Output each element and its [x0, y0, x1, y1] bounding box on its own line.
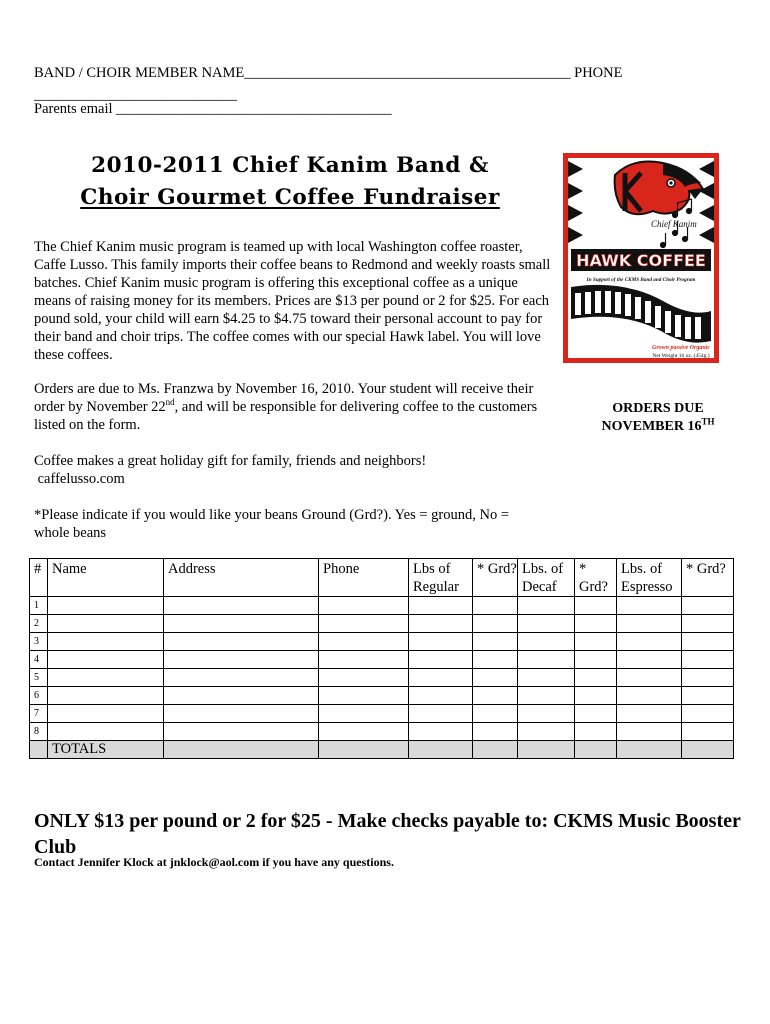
col-grd-espresso: * Grd? — [682, 559, 734, 597]
order-cell[interactable] — [48, 597, 164, 615]
col-phone: Phone — [319, 559, 409, 597]
order-cell[interactable] — [617, 633, 682, 651]
orders-due-callout — [566, 400, 750, 436]
totals-blank-cell — [164, 741, 319, 759]
hawk-coffee-label-art — [563, 153, 719, 363]
order-cell[interactable] — [518, 669, 575, 687]
row-number: 2 — [30, 615, 48, 633]
order-cell[interactable] — [473, 597, 518, 615]
order-cell[interactable] — [617, 651, 682, 669]
order-cell[interactable] — [319, 651, 409, 669]
order-cell[interactable] — [682, 669, 734, 687]
order-table — [29, 558, 734, 759]
hawk-coffee-label — [563, 153, 719, 363]
page-title — [20, 150, 560, 214]
contact-line: Contact Jennifer Klock at jnklock@aol.com if you have any questions. — [34, 855, 394, 869]
table-row — [30, 687, 734, 705]
order-cell[interactable] — [473, 651, 518, 669]
totals-cell[interactable] — [617, 741, 682, 759]
order-cell[interactable] — [319, 687, 409, 705]
order-cell[interactable] — [575, 705, 617, 723]
order-cell[interactable] — [409, 723, 473, 741]
label-brand-script: Chief Kanim — [651, 219, 697, 229]
order-cell[interactable] — [409, 615, 473, 633]
totals-cell[interactable] — [518, 741, 575, 759]
order-cell[interactable] — [575, 723, 617, 741]
order-cell[interactable] — [518, 687, 575, 705]
gift-line-1: Coffee makes a great holiday gift for family, friends and neighbors! — [34, 453, 427, 469]
orders-text-part1: Orders are due to Ms. Franzwa by November 16, 2010. Your student will receive their order by November 22 — [34, 381, 534, 415]
totals-cell[interactable] — [473, 741, 518, 759]
order-cell[interactable] — [164, 669, 319, 687]
col-grd-regular: * Grd? — [473, 559, 518, 597]
totals-blank-cell — [319, 741, 409, 759]
totals-row — [30, 741, 734, 759]
order-cell[interactable] — [48, 687, 164, 705]
col-lbs-regular: Lbs of Regular — [409, 559, 473, 597]
grind-note: *Please indicate if you would like your beans Ground (Grd?). Yes = ground, No = whole beans — [34, 507, 510, 541]
label-weight-text: Net Weight 16 oz. (454g.) — [652, 353, 710, 359]
orders-paragraph — [34, 380, 539, 434]
order-cell[interactable] — [518, 633, 575, 651]
row-number: 6 — [30, 687, 48, 705]
label-support-text: In Support of the CKMS Band and Choir Program — [586, 277, 696, 283]
parents-email-line[interactable]: Parents email ______________________________________ — [34, 101, 392, 117]
order-cell[interactable] — [319, 633, 409, 651]
intro-paragraph: The Chief Kanim music program is teamed up with local Washington coffee roaster, Caffe Lusso. This family imports their coffee beans to Redmond and weekly roasts small batches. Chief Kanim music program is offering this exceptional coffee as a unique means of raising money for its members. Prices are $13 per pound or 2 for $25. For each pound sold, your child will earn $4.25 to $4.75 toward their personal account to pay for their band and choir trips. The coffee comes with our special Hawk label. You will love these coffees. — [34, 239, 551, 363]
order-cell[interactable] — [575, 651, 617, 669]
table-row — [30, 651, 734, 669]
order-cell[interactable] — [409, 669, 473, 687]
order-cell[interactable] — [473, 705, 518, 723]
order-cell[interactable] — [319, 615, 409, 633]
gift-paragraph — [34, 452, 554, 488]
order-cell[interactable] — [617, 615, 682, 633]
order-cell[interactable] — [682, 597, 734, 615]
row-number: 1 — [30, 597, 48, 615]
order-cell[interactable] — [682, 633, 734, 651]
table-row — [30, 633, 734, 651]
col-name: Name — [48, 559, 164, 597]
col-address: Address — [164, 559, 319, 597]
order-cell[interactable] — [48, 633, 164, 651]
table-row — [30, 723, 734, 741]
order-cell[interactable] — [575, 633, 617, 651]
order-cell[interactable] — [48, 651, 164, 669]
table-row — [30, 615, 734, 633]
order-cell[interactable] — [518, 705, 575, 723]
phone-underline[interactable]: ____________________________ — [34, 87, 237, 103]
order-cell[interactable] — [473, 633, 518, 651]
order-cell[interactable] — [617, 705, 682, 723]
row-number: 8 — [30, 723, 48, 741]
table-row — [30, 669, 734, 687]
col-grd-decaf: * Grd? — [575, 559, 617, 597]
row-number: 7 — [30, 705, 48, 723]
order-cell[interactable] — [575, 615, 617, 633]
col-lbs-decaf: Lbs. of Decaf — [518, 559, 575, 597]
table-row — [30, 705, 734, 723]
table-header-row — [30, 559, 734, 597]
label-product-name: HAWK COFFEE — [576, 251, 706, 270]
orders-due-line-2: NOVEMBER 16TH — [601, 416, 715, 434]
totals-blank-cell — [30, 741, 48, 759]
orders-due-line-1: ORDERS DUE — [612, 401, 704, 416]
order-cell[interactable] — [682, 687, 734, 705]
order-cell[interactable] — [48, 723, 164, 741]
order-cell[interactable] — [682, 723, 734, 741]
order-cell[interactable] — [682, 705, 734, 723]
order-cell[interactable] — [682, 615, 734, 633]
order-cell[interactable] — [575, 669, 617, 687]
order-cell[interactable] — [617, 687, 682, 705]
col-number: # — [30, 559, 48, 597]
order-cell[interactable] — [409, 651, 473, 669]
order-cell[interactable] — [409, 705, 473, 723]
website-link[interactable]: caffelusso.com — [34, 471, 125, 487]
totals-cell[interactable] — [575, 741, 617, 759]
order-cell[interactable] — [409, 597, 473, 615]
order-cell[interactable] — [48, 705, 164, 723]
totals-cell[interactable] — [409, 741, 473, 759]
member-name-phone-line[interactable]: BAND / CHOIR MEMBER NAME_____________________________________________ PHONE — [34, 65, 623, 81]
order-cell[interactable] — [518, 597, 575, 615]
order-cell[interactable] — [575, 687, 617, 705]
order-cell[interactable] — [164, 597, 319, 615]
order-cell[interactable] — [518, 615, 575, 633]
order-cell[interactable] — [473, 687, 518, 705]
pricing-headline: ONLY $13 per pound or 2 for $25 - Make checks payable to: CKMS Music Booster Club — [34, 810, 741, 858]
totals-label: TOTALS — [48, 741, 164, 759]
order-cell[interactable] — [473, 723, 518, 741]
order-cell[interactable] — [617, 597, 682, 615]
order-cell[interactable] — [48, 615, 164, 633]
orders-text-part2: , and will be responsible for delivering coffee to the customers listed on the form. — [34, 399, 538, 433]
order-cell[interactable] — [682, 651, 734, 669]
order-cell[interactable] — [409, 687, 473, 705]
order-cell[interactable] — [164, 615, 319, 633]
orders-sup: nd — [165, 397, 175, 408]
order-cell[interactable] — [575, 597, 617, 615]
title-line-2: Choir Gourmet Coffee Fundraiser — [80, 185, 500, 210]
order-cell[interactable] — [164, 687, 319, 705]
order-cell[interactable] — [164, 705, 319, 723]
label-organic-text: Grown passive Organic — [651, 345, 711, 351]
order-cell[interactable] — [164, 651, 319, 669]
totals-cell[interactable] — [682, 741, 734, 759]
order-cell[interactable] — [164, 633, 319, 651]
order-cell[interactable] — [319, 705, 409, 723]
order-cell[interactable] — [473, 669, 518, 687]
order-cell[interactable] — [319, 597, 409, 615]
order-cell[interactable] — [617, 723, 682, 741]
order-cell[interactable] — [473, 615, 518, 633]
order-cell[interactable] — [319, 669, 409, 687]
order-cell[interactable] — [409, 633, 473, 651]
col-lbs-espresso: Lbs. of Espresso — [617, 559, 682, 597]
table-row — [30, 597, 734, 615]
order-cell[interactable] — [518, 651, 575, 669]
order-cell[interactable] — [518, 723, 575, 741]
row-number: 3 — [30, 633, 48, 651]
row-number: 4 — [30, 651, 48, 669]
row-number: 5 — [30, 669, 48, 687]
order-cell[interactable] — [48, 669, 164, 687]
order-cell[interactable] — [164, 723, 319, 741]
order-cell[interactable] — [319, 723, 409, 741]
order-cell[interactable] — [617, 669, 682, 687]
title-line-1: 2010-2011 Chief Kanim Band & — [91, 153, 489, 178]
